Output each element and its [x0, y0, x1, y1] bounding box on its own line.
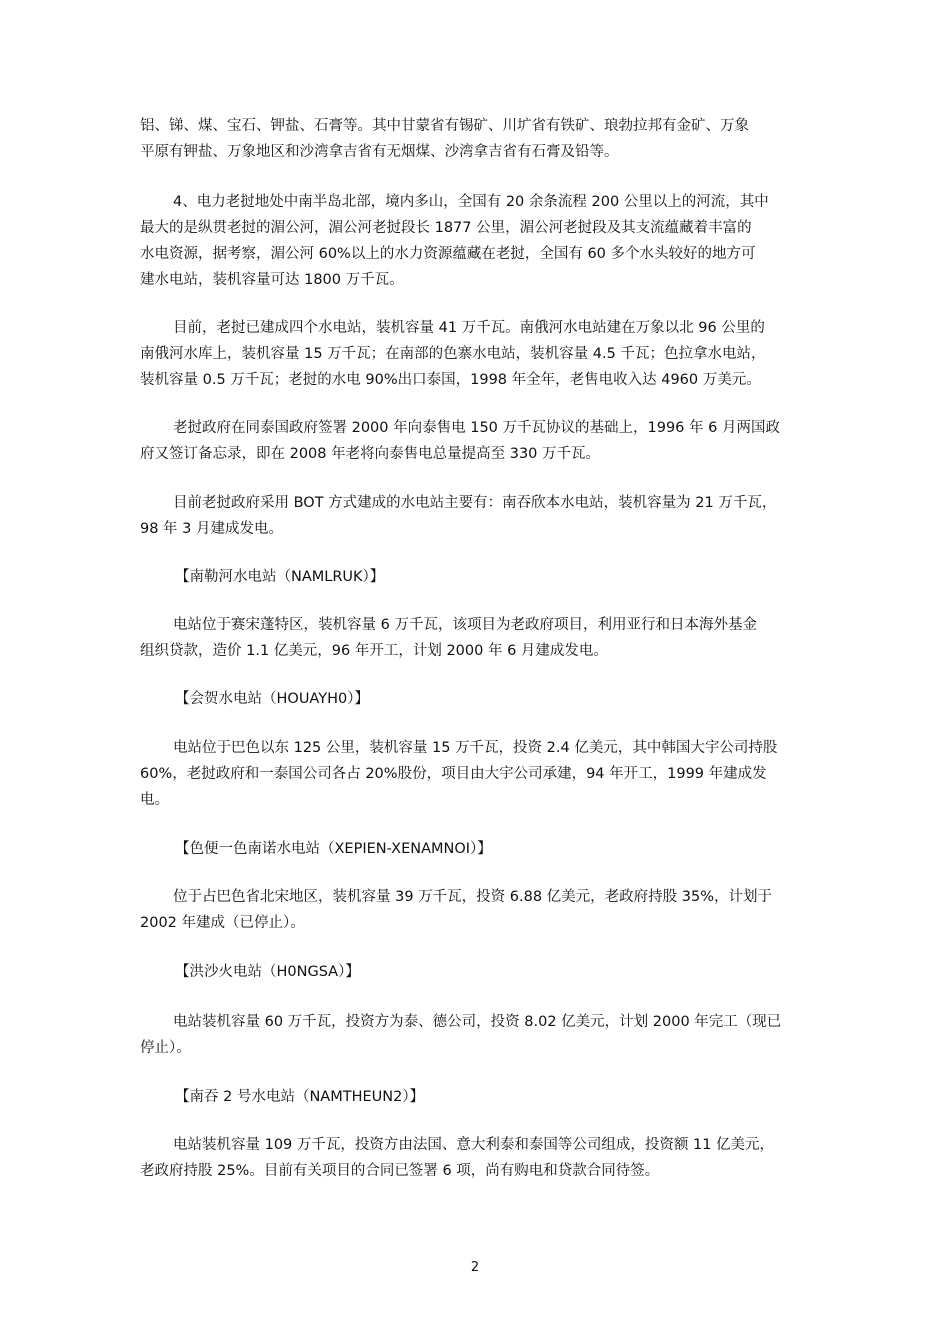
text-line: 停止）。 [140, 1040, 191, 1056]
text-line: 老挝政府在同泰国政府签署 2000 年向泰售电 150 万千瓦协议的基础上，1996 年 6 月两国政 [173, 420, 780, 436]
text-line: 60%，老挝政府和一泰国公司各占 20%股份，项目由大宇公司承建，94 年开工，1999 年建成发 [140, 766, 767, 782]
paragraph-mineral-resources [140, 113, 820, 165]
text-line: 建水电站，装机容量可达 1800 万千瓦。 [140, 272, 404, 288]
paragraph-agreement [140, 415, 820, 467]
section-heading-namlruk: 【南勒河水电站（NAMLRUK）】 [175, 569, 385, 585]
text-line: 铝、锑、煤、宝石、钾盐、石膏等。其中甘蒙省有锡矿、川圹省有铁矿、琅勃拉邦有金矿、万象 [140, 118, 749, 134]
text-line: 最大的是纵贯老挝的湄公河，湄公河老挝段长 1877 公里，湄公河老挝段及其支流蕴藏着丰富的 [140, 220, 752, 236]
text-line: 平原有钾盐、万象地区和沙湾拿吉省有无烟煤、沙湾拿吉省有石膏及铅等。 [140, 144, 619, 160]
text-line: 4、电力老挝地处中南半岛北部，境内多山，全国有 20 余条流程 200 公里以上的河流，其中 [173, 194, 769, 210]
paragraph-houayho [140, 735, 820, 813]
paragraph-bot-stations [140, 490, 820, 542]
text-line: 电站位于赛宋蓬特区，装机容量 6 万千瓦，该项目为老政府项目，利用亚行和日本海外基金 [173, 617, 757, 633]
section-heading-houayho: 【会贺水电站（HOUAYH0）】 [175, 691, 369, 707]
paragraph-namtheun2 [140, 1132, 820, 1184]
text-line: 位于占巴色省北宋地区，装机容量 39 万千瓦，投资 6.88 亿美元，老政府持股 35%，计划于 [173, 889, 773, 905]
paragraph-hongsa [140, 1009, 820, 1061]
text-line: 电站装机容量 60 万千瓦，投资方为泰、德公司，投资 8.02 亿美元，计划 2000 年完工（现已 [173, 1014, 782, 1030]
text-line: 老政府持股 25%。目前有关项目的合同已签署 6 项，尚有购电和贷款合同待签。 [140, 1163, 660, 1179]
text-line: 2002 年建成（已停止）。 [140, 915, 305, 931]
text-line: 装机容量 0.5 万千瓦；老挝的水电 90%出口泰国，1998 年全年，老售电收入达 4960 万美元。 [140, 372, 761, 388]
paragraph-electric-power [140, 189, 820, 293]
text-line: 水电资源，据考察，湄公河 60%以上的水力资源蕴藏在老挝，全国有 60 多个水头较好的地方可 [140, 246, 756, 262]
text-line: 电。 [140, 792, 169, 808]
section-heading-xepien: 【色便一色南诺水电站（XEPIEN-XENAMNOI）】 [175, 841, 492, 857]
paragraph-namlruk [140, 612, 820, 664]
text-line: 目前老挝政府采用 BOT 方式建成的水电站主要有：南吞欣本水电站，装机容量为 21 万千瓦， [173, 495, 777, 511]
paragraph-xepien [140, 884, 820, 936]
text-line: 南俄河水库上，装机容量 15 万千瓦；在南部的色寨水电站，装机容量 4.5 千瓦；色拉拿水电站， [140, 346, 766, 362]
paragraph-existing-stations [140, 315, 820, 393]
text-line: 98 年 3 月建成发电。 [140, 521, 284, 537]
text-line: 电站位于巴色以东 125 公里，装机容量 15 万千瓦，投资 2.4 亿美元，其中韩国大宇公司持股 [173, 740, 778, 756]
text-line: 府又签订备忘录，即在 2008 年老将向泰售电总量提高至 330 万千瓦。 [140, 446, 601, 462]
text-line: 目前，老挝已建成四个水电站，装机容量 41 万千瓦。南俄河水电站建在万象以北 96 公里的 [173, 320, 765, 336]
section-heading-namtheun2: 【南吞 2 号水电站（NAMTHEUN2）】 [175, 1089, 425, 1105]
section-heading-hongsa: 【洪沙火电站（H0NGSA）】 [175, 964, 360, 980]
page-number: 2 [470, 1260, 480, 1275]
text-line: 电站装机容量 109 万千瓦，投资方由法国、意大利泰和泰国等公司组成，投资额 11 亿美元， [173, 1137, 775, 1153]
text-line: 组织贷款，造价 1.1 亿美元，96 年开工，计划 2000 年 6 月建成发电。 [140, 643, 608, 659]
